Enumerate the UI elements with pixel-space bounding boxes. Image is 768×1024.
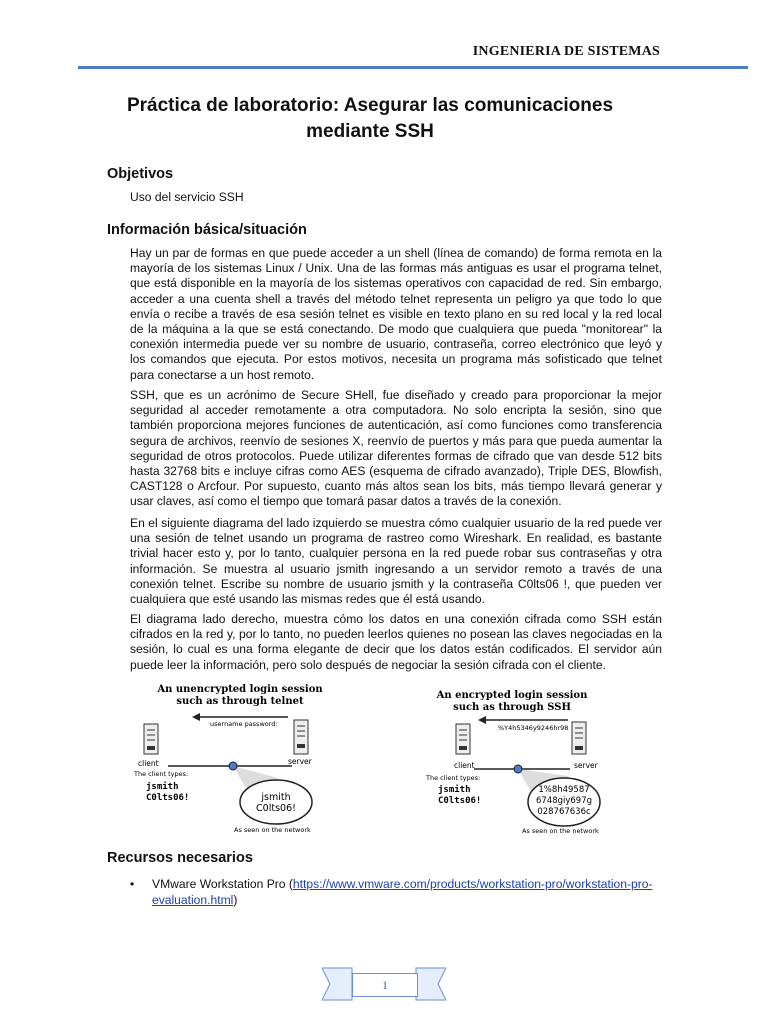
server-computer-icon xyxy=(294,720,308,754)
recurso-close: ) xyxy=(233,893,238,907)
page-title xyxy=(90,93,650,145)
title-line-2: mediante SSH xyxy=(306,121,434,142)
heading-recursos: Recursos necesarios xyxy=(107,850,253,866)
telnet-client-label: client xyxy=(138,759,159,768)
paragraph-1: Hay un par de formas en que puede acceder a un shell (línea de comando) de forma remota en la mayoría de los sistemas Linux / Unix. Una de las formas más antiguas es usar el programa telnet, que está disponible en la mayoría de los sistemas operativos con capacidad de red. Sin embargo, acceder a una cuenta shell a través del método telnet representa un peligro ya que todo lo que envía o recibe a través de esa sesión telnet es visible en texto plano en su red local y la red local de la máquina a la que se está conectando. De modo que cualquiera que pueda "monitorear" la conexión intermedia puede ver su nombre de usuario, contraseña, correo electrónico que leyó y los comandos que ejecuta. Por estos motivos, necesita un programa más sofisticado que telnet para conectarse a un host remoto. xyxy=(130,246,662,382)
ssh-bubble-line-3: 028767636c xyxy=(537,807,591,817)
telnet-pass: C0lts06! xyxy=(146,793,190,803)
ssh-title-1: An encrypted login session xyxy=(436,690,588,701)
ssh-server-label: server xyxy=(574,761,598,770)
paragraph-3: En el siguiente diagrama del lado izquierdo se muestra cómo cualquier usuario de la red puede ver una sesión de telnet usando un programa de rastreo como Wireshark. En realidad, es bastante trivial hacer esto y, por lo tanto, cualquier persona en la red puede robar sus contraseñas y otra información. Se muestra al usuario jsmith ingresando a un servidor remoto a través de una conexión telnet. Escribe su nombre de usuario jsmith y la contraseña C0lts06 !, que pueden ver cualquiera que esté usando las mismas redes que él está usando. xyxy=(130,516,662,607)
client-computer-icon xyxy=(144,724,158,754)
telnet-user: jsmith xyxy=(146,782,179,792)
telnet-diagram xyxy=(128,680,348,838)
telnet-bubble-line-1: jsmith xyxy=(261,792,291,803)
bullet-icon: • xyxy=(130,877,135,891)
list-item-text xyxy=(152,876,662,908)
ssh-pass: C0lts06! xyxy=(438,796,482,806)
header-org: INGENIERIA DE SISTEMAS xyxy=(472,44,660,59)
ssh-client-label: client xyxy=(454,761,475,770)
arrow-icon xyxy=(478,716,568,724)
server-computer-icon xyxy=(572,722,586,754)
telnet-arrow-label: username password: xyxy=(210,720,278,728)
page-number: 1 xyxy=(352,973,418,997)
client-computer-icon xyxy=(456,724,470,754)
telnet-title-1: An unencrypted login session xyxy=(157,684,323,695)
ssh-caption: As seen on the network xyxy=(522,827,599,835)
vmware-link[interactable]: https://www.vmware.com/products/workstation-pro/workstation-pro-evaluation.html xyxy=(152,877,653,907)
telnet-bubble-line-2: C0lts06! xyxy=(256,803,296,814)
paragraph-2: SSH, que es un acrónimo de Secure SHell, fue diseñado y creado para proporcionar la mejor seguridad al acceder remotamente a otra computadora. No solo encripta la sesión, sino que también proporciona mejores funciones de autenticación, así como funciones como transferencia segura de archivos, reenvío de sesiones X, reenvío de puertos y más para que pueda aumentar la seguridad de otros protocolos. Puede utilizar diferentes formas de cifrado que van desde 512 bits hasta 32768 bits e incluye cifras como AES (esquema de cifrado avanzado), Triple DES, Blowfish, CAST128 o Arcfour. Por supuesto, cuanto más altos sean los bits, más tiempo llevará generar y usar claves, así como el tiempo que tomará pasar datos a través de la conexión. xyxy=(130,388,662,509)
ssh-bubble-line-2: 6748giy697g xyxy=(535,796,593,806)
heading-informacion: Información básica/situación xyxy=(107,222,307,238)
recurso-label: VMware Workstation Pro ( xyxy=(152,877,293,891)
heading-objetivos: Objetivos xyxy=(107,166,174,182)
telnet-title-2: such as through telnet xyxy=(176,696,304,707)
title-line-1: Práctica de laboratorio: Asegurar las comunicaciones xyxy=(126,95,614,116)
ssh-diagram xyxy=(418,686,640,838)
telnet-types-label: The client types: xyxy=(134,770,189,778)
ssh-bubble-line-1: 1%8h49587 xyxy=(538,785,590,795)
ssh-user: jsmith xyxy=(438,785,471,795)
telnet-server-label: server xyxy=(288,757,312,766)
paragraph-4: El diagrama lado derecho, muestra cómo los datos en una conexión cifrada como SSH están cifrados en la red y, por lo tanto, no pueden leerlos quienes no posean las claves negociadas en la sesión, lo cual es una forma elegante de decir que los datos están codificados. El servidor aún puede leer la información, pero solo después de negociar la sesión cifrada con el cliente. xyxy=(130,612,662,672)
ssh-arrow-label: %Y4h5346y9246hr98 xyxy=(498,724,569,732)
header-divider xyxy=(78,66,748,69)
telnet-caption: As seen on the network xyxy=(234,826,311,834)
ssh-types-label: The client types: xyxy=(426,774,481,782)
objetivos-text: Uso del servicio SSH xyxy=(130,190,244,204)
ssh-title-2: such as through SSH xyxy=(453,702,571,713)
